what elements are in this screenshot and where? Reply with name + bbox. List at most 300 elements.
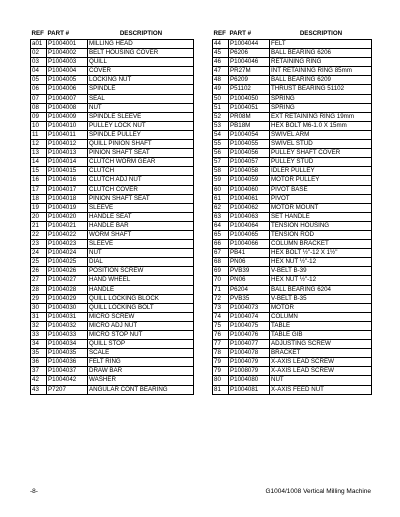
cell-description: SET HANDLE xyxy=(270,212,372,221)
cell-ref: 24 xyxy=(31,249,47,258)
table-row xyxy=(213,112,372,121)
table-row xyxy=(31,67,194,76)
cell-ref: 23 xyxy=(31,240,47,249)
cell-part-number: P1004036 xyxy=(47,358,88,367)
cell-description: POSITION SCREW xyxy=(88,267,194,276)
cell-description: FELT xyxy=(270,40,372,49)
table-row xyxy=(213,294,372,303)
cell-description: TABLE xyxy=(270,321,372,330)
cell-description: V-BELT B-39 xyxy=(270,267,372,276)
cell-ref: 33 xyxy=(31,331,47,340)
table-row xyxy=(31,385,194,394)
table-row xyxy=(31,321,194,330)
table-row xyxy=(213,158,372,167)
table-row xyxy=(213,321,372,330)
cell-ref: 16 xyxy=(31,176,47,185)
cell-part-number: P1004019 xyxy=(47,203,88,212)
cell-part-number: P1004058 xyxy=(229,167,270,176)
table-row xyxy=(213,194,372,203)
cell-description: V-BELT B-35 xyxy=(270,294,372,303)
table-row xyxy=(31,258,194,267)
cell-part-number: P1004076 xyxy=(229,331,270,340)
cell-description: WORM SHAFT xyxy=(88,230,194,239)
cell-ref: a01 xyxy=(31,40,47,49)
table-row xyxy=(213,376,372,385)
cell-ref: 45 xyxy=(213,49,229,58)
table-row xyxy=(31,367,194,376)
cell-description: SLEEVE xyxy=(88,203,194,212)
cell-description: ANGULAR CONT BEARING xyxy=(88,385,194,394)
cell-description: NUT xyxy=(270,376,372,385)
cell-part-number: P1004012 xyxy=(47,140,88,149)
cell-ref: 50 xyxy=(213,94,229,103)
cell-part-number: P1004001 xyxy=(47,40,88,49)
cell-ref: 80 xyxy=(213,376,229,385)
table-row xyxy=(31,103,194,112)
cell-part-number: P1004027 xyxy=(47,276,88,285)
cell-ref: 26 xyxy=(31,267,47,276)
cell-part-number: P1004025 xyxy=(47,258,88,267)
cell-part-number: P1004057 xyxy=(229,158,270,167)
cell-description: SWIVEL ARM xyxy=(270,130,372,139)
cell-ref: 06 xyxy=(31,85,47,94)
cell-description: SPINDLE xyxy=(88,85,194,94)
column-header-part-number: PART # xyxy=(47,30,70,38)
cell-ref: 51 xyxy=(213,103,229,112)
cell-part-number: PR27M xyxy=(229,67,270,76)
cell-ref: 49 xyxy=(213,85,229,94)
table-row xyxy=(213,258,372,267)
cell-part-number: P1004022 xyxy=(47,230,88,239)
cell-ref: 44 xyxy=(213,40,229,49)
cell-ref: 67 xyxy=(213,249,229,258)
parts-list-table-left xyxy=(30,30,194,395)
cell-part-number: P1004020 xyxy=(47,212,88,221)
cell-description: CLUTCH ADJ NUT xyxy=(88,176,194,185)
cell-description: TENSION ROD xyxy=(270,230,372,239)
cell-description: BALL BEARING 6204 xyxy=(270,285,372,294)
cell-part-number: PVB39 xyxy=(229,267,270,276)
cell-ref: 48 xyxy=(213,76,229,85)
cell-part-number: PVB35 xyxy=(229,294,270,303)
cell-part-number: P1004016 xyxy=(47,176,88,185)
cell-description: QUILL PINION SHAFT xyxy=(88,140,194,149)
table-row xyxy=(213,176,372,185)
cell-description: QUILL xyxy=(88,58,194,67)
cell-ref: 37 xyxy=(31,367,47,376)
cell-description: BALL BEARING 6206 xyxy=(270,49,372,58)
column-header-ref: REF xyxy=(31,30,44,38)
cell-part-number: P1004011 xyxy=(47,130,88,139)
column-header-description: DESCRIPTION xyxy=(299,30,343,38)
cell-part-number: P1004035 xyxy=(47,349,88,358)
cell-part-number: P1004010 xyxy=(47,121,88,130)
table-row xyxy=(31,194,194,203)
cell-part-number: P1008079 xyxy=(229,367,270,376)
cell-part-number: P1004003 xyxy=(47,58,88,67)
parts-list-body-right xyxy=(213,40,372,395)
cell-ref: 15 xyxy=(31,167,47,176)
table-row xyxy=(31,212,194,221)
cell-description: SWIVEL STUD xyxy=(270,140,372,149)
table-row xyxy=(213,103,372,112)
cell-ref: 74 xyxy=(213,312,229,321)
cell-description: MICRO STOP NUT xyxy=(88,331,194,340)
cell-part-number: PB41 xyxy=(229,249,270,258)
cell-ref: 11 xyxy=(31,130,47,139)
cell-description: INT RETAINING RING 85mm xyxy=(270,67,372,76)
cell-ref: 04 xyxy=(31,67,47,76)
cell-part-number: P1004021 xyxy=(47,221,88,230)
cell-part-number: P1004065 xyxy=(229,230,270,239)
table-row xyxy=(31,40,194,49)
cell-ref: 32 xyxy=(31,321,47,330)
cell-part-number: P1004024 xyxy=(47,249,88,258)
cell-description: RETAINING RING xyxy=(270,58,372,67)
cell-ref: 05 xyxy=(31,76,47,85)
cell-description: COLUMN xyxy=(270,312,372,321)
cell-description: QUILL STOP xyxy=(88,340,194,349)
cell-ref: 27 xyxy=(31,276,47,285)
cell-description: HANDLE BAR xyxy=(88,221,194,230)
cell-part-number: P1004006 xyxy=(47,85,88,94)
cell-ref: 52 xyxy=(213,112,229,121)
table-row xyxy=(213,94,372,103)
table-row xyxy=(31,94,194,103)
column-header-description: DESCRIPTION xyxy=(119,30,163,38)
cell-description: TABLE GIB xyxy=(270,331,372,340)
table-row xyxy=(31,167,194,176)
table-row xyxy=(31,376,194,385)
cell-part-number: P1004061 xyxy=(229,194,270,203)
cell-ref: 07 xyxy=(31,94,47,103)
cell-ref: 36 xyxy=(31,358,47,367)
cell-ref: 29 xyxy=(31,294,47,303)
cell-part-number: P1004008 xyxy=(47,103,88,112)
cell-part-number: P1004066 xyxy=(229,240,270,249)
cell-description: PINION SHAFT SEAT xyxy=(88,194,194,203)
cell-part-number: P1004032 xyxy=(47,321,88,330)
cell-part-number: PN06 xyxy=(229,258,270,267)
cell-ref: 53 xyxy=(213,121,229,130)
cell-description: IDLER PULLEY xyxy=(270,167,372,176)
cell-description: WASHER xyxy=(88,376,194,385)
cell-part-number: P1004028 xyxy=(47,285,88,294)
cell-description: NUT xyxy=(88,249,194,258)
table-row xyxy=(213,267,372,276)
cell-ref: 79 xyxy=(213,367,229,376)
cell-part-number: P1004064 xyxy=(229,221,270,230)
table-row xyxy=(31,121,194,130)
table-row xyxy=(213,367,372,376)
cell-ref: 81 xyxy=(213,385,229,394)
cell-ref: 18 xyxy=(31,194,47,203)
cell-ref: 35 xyxy=(31,349,47,358)
cell-description: CLUTCH xyxy=(88,167,194,176)
column-header-ref: REF xyxy=(213,30,226,38)
cell-description: PULLEY STUD xyxy=(270,158,372,167)
table-row xyxy=(31,221,194,230)
table-row xyxy=(31,185,194,194)
cell-description: FELT RING xyxy=(88,358,194,367)
table-header-row xyxy=(31,30,194,40)
table-row xyxy=(213,49,372,58)
cell-ref: 57 xyxy=(213,158,229,167)
table-row xyxy=(213,149,372,158)
table-row xyxy=(31,312,194,321)
cell-part-number: P1004014 xyxy=(47,158,88,167)
table-row xyxy=(31,130,194,139)
cell-ref: 72 xyxy=(213,294,229,303)
cell-ref: 71 xyxy=(213,285,229,294)
cell-part-number: P1004060 xyxy=(229,185,270,194)
cell-description: MICRO SCREW xyxy=(88,312,194,321)
cell-ref: 62 xyxy=(213,203,229,212)
cell-part-number: P1004062 xyxy=(229,203,270,212)
cell-description: HEX NUT ½"-12 xyxy=(270,258,372,267)
cell-part-number: P1004017 xyxy=(47,185,88,194)
manual-title: G1004/1008 Vertical Milling Machine xyxy=(265,488,371,495)
cell-ref: 25 xyxy=(31,258,47,267)
cell-ref: 73 xyxy=(213,303,229,312)
table-row xyxy=(213,140,372,149)
table-row xyxy=(213,40,372,49)
cell-ref: 61 xyxy=(213,194,229,203)
cell-part-number: PN06 xyxy=(229,276,270,285)
cell-description: NUT xyxy=(88,103,194,112)
cell-part-number: P1004055 xyxy=(229,140,270,149)
cell-ref: 28 xyxy=(31,285,47,294)
cell-part-number: P1004033 xyxy=(47,331,88,340)
table-row xyxy=(31,294,194,303)
cell-ref: 54 xyxy=(213,130,229,139)
cell-description: HAND WHEEL xyxy=(88,276,194,285)
cell-part-number: P1004009 xyxy=(47,112,88,121)
cell-part-number: P1004081 xyxy=(229,385,270,394)
table-row xyxy=(31,331,194,340)
table-row xyxy=(213,312,372,321)
cell-ref: 12 xyxy=(31,140,47,149)
cell-part-number: P1004051 xyxy=(229,103,270,112)
table-row xyxy=(213,349,372,358)
table-row xyxy=(31,249,194,258)
cell-ref: 75 xyxy=(213,321,229,330)
cell-description: SCALE xyxy=(88,349,194,358)
cell-ref: 55 xyxy=(213,140,229,149)
cell-description: SPINDLE PULLEY xyxy=(88,130,194,139)
cell-part-number: P1004037 xyxy=(47,367,88,376)
cell-description: THRUST BEARING 51102 xyxy=(270,85,372,94)
cell-description: SPINDLE SLEEVE xyxy=(88,112,194,121)
cell-part-number: P1004004 xyxy=(47,67,88,76)
cell-ref: 76 xyxy=(213,331,229,340)
cell-part-number: P6209 xyxy=(229,76,270,85)
cell-part-number: P1004005 xyxy=(47,76,88,85)
cell-part-number: P1004050 xyxy=(229,94,270,103)
table-row xyxy=(213,130,372,139)
table-row xyxy=(213,303,372,312)
cell-ref: 02 xyxy=(31,49,47,58)
table-row xyxy=(31,58,194,67)
table-row xyxy=(31,85,194,94)
cell-description: SEAL xyxy=(88,94,194,103)
cell-description: X-AXIS FEED NUT xyxy=(270,385,372,394)
cell-description: PIVOT BASE xyxy=(270,185,372,194)
cell-ref: 66 xyxy=(213,240,229,249)
cell-ref: 30 xyxy=(31,303,47,312)
table-row xyxy=(31,349,194,358)
table-row xyxy=(31,303,194,312)
column-header-part-number: PART # xyxy=(229,30,252,38)
cell-ref: 65 xyxy=(213,230,229,239)
cell-description: SLEEVE xyxy=(88,240,194,249)
cell-ref: 69 xyxy=(213,267,229,276)
cell-description: COLUMN BRACKET xyxy=(270,240,372,249)
table-row xyxy=(213,276,372,285)
cell-ref: 20 xyxy=(31,212,47,221)
cell-description: PINION SHAFT SEAT xyxy=(88,149,194,158)
cell-part-number: P51102 xyxy=(229,85,270,94)
cell-description: ADJUSTING SCREW xyxy=(270,340,372,349)
table-row xyxy=(213,67,372,76)
parts-list-body-left xyxy=(31,40,194,395)
cell-description: DRAW BAR xyxy=(88,367,194,376)
cell-description: SPRING xyxy=(270,94,372,103)
cell-ref: 60 xyxy=(213,185,229,194)
cell-part-number: P1004063 xyxy=(229,212,270,221)
cell-ref: 31 xyxy=(31,312,47,321)
cell-ref: 70 xyxy=(213,276,229,285)
table-row xyxy=(213,121,372,130)
cell-description: MICRO ADJ NUT xyxy=(88,321,194,330)
table-row xyxy=(31,49,194,58)
cell-part-number: P1004013 xyxy=(47,149,88,158)
cell-part-number: P1004046 xyxy=(229,58,270,67)
cell-part-number: PB18M xyxy=(229,121,270,130)
table-row xyxy=(213,240,372,249)
cell-ref: 42 xyxy=(31,376,47,385)
cell-part-number: P1004023 xyxy=(47,240,88,249)
table-row xyxy=(31,140,194,149)
cell-part-number: P1004059 xyxy=(229,176,270,185)
cell-part-number: PR08M xyxy=(229,112,270,121)
table-row xyxy=(213,285,372,294)
table-row xyxy=(31,340,194,349)
cell-description: BELT HOUSING COVER xyxy=(88,49,194,58)
cell-description: TENSION HOUSING xyxy=(270,221,372,230)
cell-ref: 43 xyxy=(31,385,47,394)
cell-description: DIAL xyxy=(88,258,194,267)
cell-part-number: P1004079 xyxy=(229,358,270,367)
cell-description: HEX BOLT ½"-12 X 1½" xyxy=(270,249,372,258)
table-row xyxy=(31,203,194,212)
cell-ref: 13 xyxy=(31,149,47,158)
cell-description: MOTOR MOUNT xyxy=(270,203,372,212)
cell-description: MOTOR xyxy=(270,303,372,312)
cell-part-number: P1004031 xyxy=(47,312,88,321)
table-row xyxy=(213,212,372,221)
table-row xyxy=(31,149,194,158)
cell-ref: 21 xyxy=(31,221,47,230)
cell-ref: 64 xyxy=(213,221,229,230)
cell-part-number: P1004080 xyxy=(229,376,270,385)
cell-ref: 68 xyxy=(213,258,229,267)
cell-ref: 56 xyxy=(213,149,229,158)
cell-description: BALL BEARING 6209 xyxy=(270,76,372,85)
cell-description: PULLEY SHAFT COVER xyxy=(270,149,372,158)
cell-part-number: P1004075 xyxy=(229,321,270,330)
table-row xyxy=(31,276,194,285)
table-row xyxy=(213,85,372,94)
cell-part-number: P1004002 xyxy=(47,49,88,58)
cell-part-number: P1004030 xyxy=(47,303,88,312)
parts-list-table-right xyxy=(212,30,372,395)
cell-description: EXT RETAINING RING 19mm xyxy=(270,112,372,121)
cell-part-number: P1004034 xyxy=(47,340,88,349)
cell-part-number: P1004074 xyxy=(229,312,270,321)
cell-description: PULLEY LOCK NUT xyxy=(88,121,194,130)
cell-part-number: P6206 xyxy=(229,49,270,58)
cell-ref: 47 xyxy=(213,67,229,76)
cell-description: COVER xyxy=(88,67,194,76)
cell-ref: 59 xyxy=(213,176,229,185)
cell-part-number: P1004018 xyxy=(47,194,88,203)
cell-description: MILLING HEAD xyxy=(88,40,194,49)
table-row xyxy=(213,221,372,230)
table-row xyxy=(213,230,372,239)
cell-ref: 77 xyxy=(213,340,229,349)
table-row xyxy=(213,358,372,367)
cell-description: HANDLE SEAT xyxy=(88,212,194,221)
cell-part-number: P1004044 xyxy=(229,40,270,49)
table-row xyxy=(31,176,194,185)
table-row xyxy=(213,331,372,340)
page-number: -8- xyxy=(30,488,38,495)
cell-part-number: P1004015 xyxy=(47,167,88,176)
table-row xyxy=(213,385,372,394)
table-row xyxy=(31,230,194,239)
cell-part-number: P1004007 xyxy=(47,94,88,103)
table-row xyxy=(31,267,194,276)
cell-description: MOTOR PULLEY xyxy=(270,176,372,185)
cell-part-number: P7207 xyxy=(47,385,88,394)
cell-description: X-AXIS LEAD SCREW xyxy=(270,358,372,367)
cell-part-number: P1004073 xyxy=(229,303,270,312)
cell-description: HEX NUT ½"-12 xyxy=(270,276,372,285)
cell-ref: 03 xyxy=(31,58,47,67)
cell-ref: 63 xyxy=(213,212,229,221)
cell-ref: 19 xyxy=(31,203,47,212)
cell-ref: 08 xyxy=(31,103,47,112)
cell-part-number: P6204 xyxy=(229,285,270,294)
cell-description: LOCKING NUT xyxy=(88,76,194,85)
cell-part-number: P1004054 xyxy=(229,130,270,139)
table-row xyxy=(213,76,372,85)
cell-ref: 09 xyxy=(31,112,47,121)
cell-part-number: P1004026 xyxy=(47,267,88,276)
cell-description: QUILL LOCKING BLOCK xyxy=(88,294,194,303)
table-row xyxy=(213,58,372,67)
cell-ref: 17 xyxy=(31,185,47,194)
cell-part-number: P1004077 xyxy=(229,340,270,349)
cell-description: HEX BOLT M6-1.0 X 15mm xyxy=(270,121,372,130)
cell-description: PIVOT xyxy=(270,194,372,203)
cell-ref: 46 xyxy=(213,58,229,67)
cell-description: BRACKET xyxy=(270,349,372,358)
table-row xyxy=(213,167,372,176)
cell-description: HANDLE xyxy=(88,285,194,294)
cell-description: QUILL LOCKING BOLT xyxy=(88,303,194,312)
